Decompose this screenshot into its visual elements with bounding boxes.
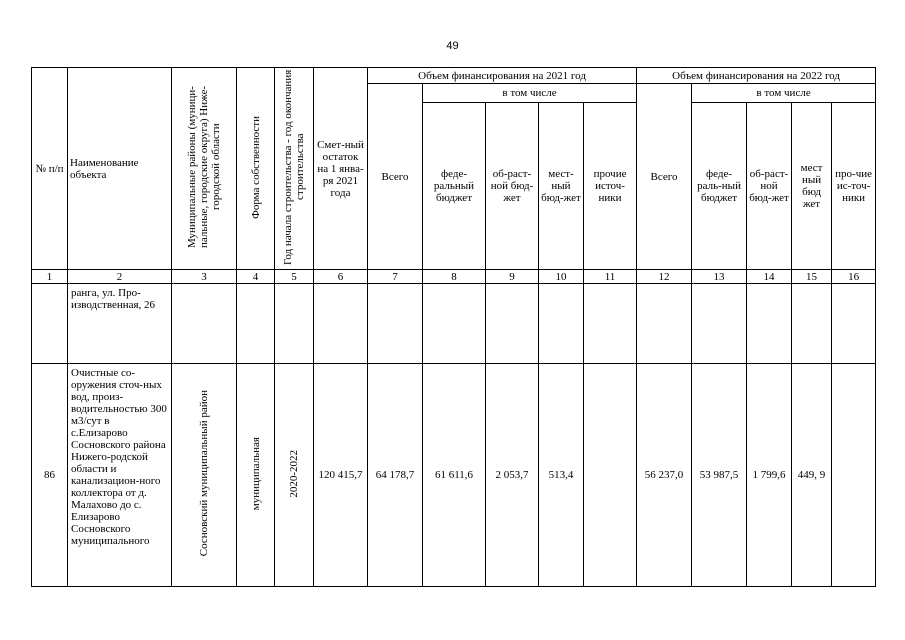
row-total-2022: 56 237,0 [637, 364, 692, 587]
row-ownership: муниципальная [237, 364, 275, 587]
row-other-2022 [832, 364, 876, 587]
row-federal-2022: 53 987,5 [692, 364, 747, 587]
row-balance [314, 284, 368, 364]
header-regional-2022: об-раст-ной бюд-жет [747, 103, 792, 270]
row-num: 86 [32, 364, 68, 587]
column-number: 3 [172, 270, 237, 284]
row-local-2022: 449, 9 [792, 364, 832, 587]
header-fin-2021: Объем финансирования на 2021 год [368, 68, 637, 84]
header-ownership: Форма собственности [237, 68, 275, 270]
row-ownership [237, 284, 275, 364]
column-number: 13 [692, 270, 747, 284]
row-regional-2022: 1 799,6 [747, 364, 792, 587]
row-other-2022 [832, 284, 876, 364]
row-local-2021 [539, 284, 584, 364]
header-other-2022: про-чие ис-точ-ники [832, 103, 876, 270]
row-regional-2021: 2 053,7 [486, 364, 539, 587]
row-name: Очистные со-оружения сточ-ных вод, произ-водительностью 300 м3/сут в с.Елизарово Сосновского района Нижего-родской области и канализацион-ного коллектора от д. Малахово до с. Елизарово Сосновского муниципального [68, 364, 172, 587]
row-district: Сосновский муниципальный район [172, 364, 237, 587]
table-row [32, 364, 876, 587]
header-name: Наименование объекта [68, 68, 172, 270]
header-districts: Муниципальные районы (муници-пальные, городские округа) Ниже-городской области [172, 68, 237, 270]
column-number: 14 [747, 270, 792, 284]
row-name: ранга, ул. Про-изводственная, 26 [68, 284, 172, 364]
column-number: 10 [539, 270, 584, 284]
header-total-2021: Всего [368, 84, 423, 270]
row-years: 2020-2022 [275, 364, 314, 587]
header-regional-2021: об-раст-ной бюд-жет [486, 103, 539, 270]
row-district [172, 284, 237, 364]
row-total-2021: 64 178,7 [368, 364, 423, 587]
column-number: 5 [275, 270, 314, 284]
column-number: 12 [637, 270, 692, 284]
header-federal-2022: феде-раль-ный бюджет [692, 103, 747, 270]
column-number: 8 [423, 270, 486, 284]
row-federal-2022 [692, 284, 747, 364]
header-local-2022: мест ный бюд жет [792, 103, 832, 270]
column-number: 6 [314, 270, 368, 284]
row-total-2022 [637, 284, 692, 364]
row-other-2021 [584, 284, 637, 364]
column-number: 4 [237, 270, 275, 284]
header-including-2022: в том числе [692, 84, 876, 103]
header-federal-2021: феде-ральный бюджет [423, 103, 486, 270]
column-number: 9 [486, 270, 539, 284]
column-number: 16 [832, 270, 876, 284]
header-other-2021: прочие источ-ники [584, 103, 637, 270]
column-number-row [32, 270, 876, 284]
header-fin-2022: Объем финансирования на 2022 год [637, 68, 876, 84]
row-years [275, 284, 314, 364]
row-num [32, 284, 68, 364]
row-local-2021: 513,4 [539, 364, 584, 587]
column-number: 1 [32, 270, 68, 284]
row-other-2021 [584, 364, 637, 587]
financing-table [31, 67, 876, 587]
row-federal-2021: 61 611,6 [423, 364, 486, 587]
header-num: № п/п [32, 68, 68, 270]
table-row [32, 284, 876, 364]
row-total-2021 [368, 284, 423, 364]
row-federal-2021 [423, 284, 486, 364]
row-regional-2021 [486, 284, 539, 364]
column-number: 11 [584, 270, 637, 284]
header-including-2021: в том числе [423, 84, 637, 103]
header-local-2021: мест-ный бюд-жет [539, 103, 584, 270]
column-number: 15 [792, 270, 832, 284]
page-number: 49 [446, 40, 459, 52]
row-local-2022 [792, 284, 832, 364]
row-balance: 120 415,7 [314, 364, 368, 587]
column-number: 2 [68, 270, 172, 284]
column-number: 7 [368, 270, 423, 284]
row-regional-2022 [747, 284, 792, 364]
header-balance: Смет-ный остаток на 1 янва-ря 2021 года [314, 68, 368, 270]
header-total-2022: Всего [637, 84, 692, 270]
header-years: Год начала строительства - год окончания строительства [275, 68, 314, 270]
